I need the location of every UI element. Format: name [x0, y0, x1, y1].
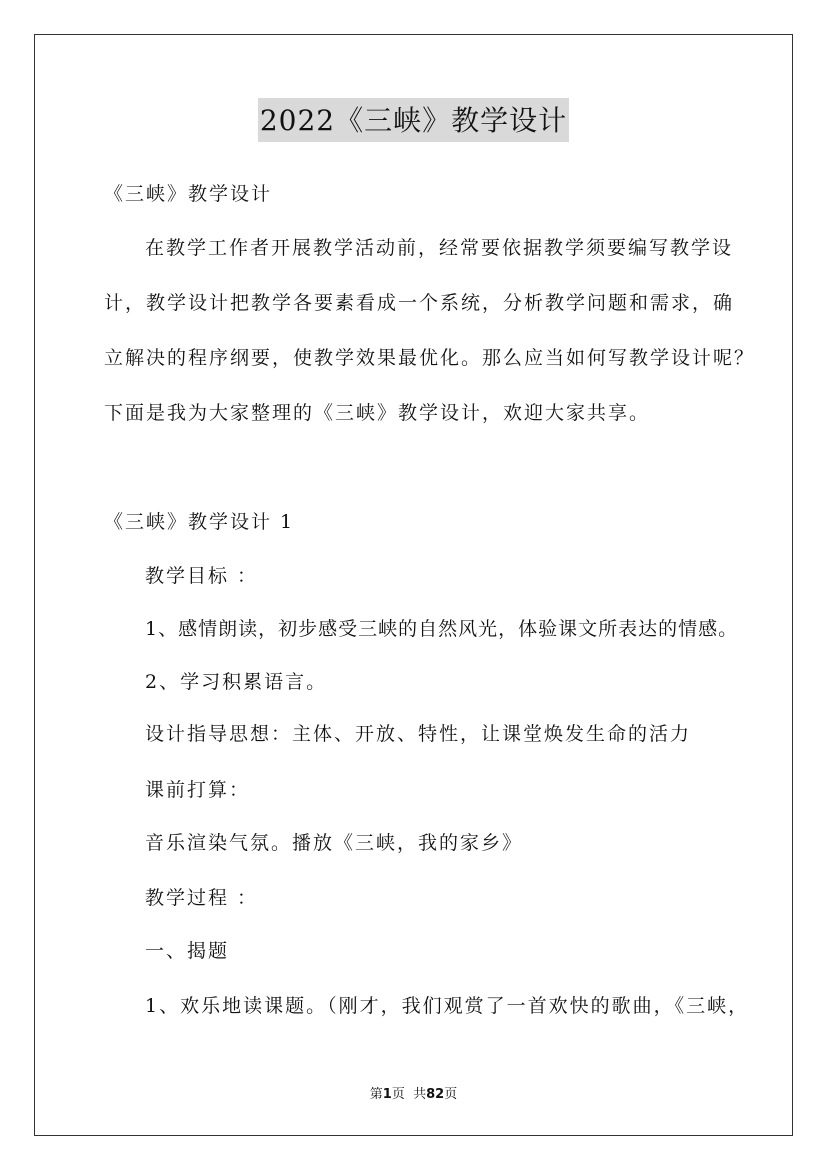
- intro-line-4: 下面是我为大家整理的《三峡》教学设计，欢迎大家共享。: [104, 402, 651, 424]
- footer-prefix: 第: [369, 1087, 383, 1102]
- footer-page-number: 1: [382, 1087, 392, 1102]
- body-line-1: 教学目标 ：: [145, 565, 259, 587]
- page-footer: [0, 1083, 827, 1102]
- section-heading: 《三峡》教学设计 1: [104, 511, 295, 533]
- footer-suffix: 页: [444, 1087, 458, 1102]
- body-line-2: 1、感情朗读，初步感受三峡的自然风光，体验课文所表达的情感。: [145, 618, 739, 640]
- intro-line-3: 立解决的程序纲要，使教学效果最优化。那么应当如何写教学设计呢？: [104, 347, 756, 369]
- body-line-4: 设计指导思想：主体、开放、特性，让课堂焕发生命的活力: [145, 723, 692, 745]
- document-title-row: [0, 98, 827, 142]
- body-line-3: 2、学习积累语言。: [145, 671, 328, 693]
- footer-page-total: 82: [426, 1087, 445, 1102]
- document-title: 2022《三峡》教学设计: [258, 98, 569, 142]
- body-line-6: 音乐渲染气氛。播放《三峡，我的家乡》: [145, 832, 524, 854]
- body-line-5: 课前打算：: [145, 779, 251, 801]
- intro-line-1: 在教学工作者开展教学活动前，经常要依据教学须要编写教学设: [145, 237, 734, 259]
- body-line-7: 教学过程 ：: [145, 887, 259, 909]
- footer-mid: 页 共: [391, 1087, 427, 1102]
- intro-line-2: 计，教学设计把教学各要素看成一个系统，分析教学问题和需求，确: [104, 292, 735, 314]
- subtitle: 《三峡》教学设计: [104, 183, 273, 205]
- body-line-8: 一、揭题: [145, 940, 230, 962]
- body-line-9: 1、欢乐地读课题。（刚才，我们观赏了一首欢快的歌曲，《三峡，: [145, 995, 750, 1017]
